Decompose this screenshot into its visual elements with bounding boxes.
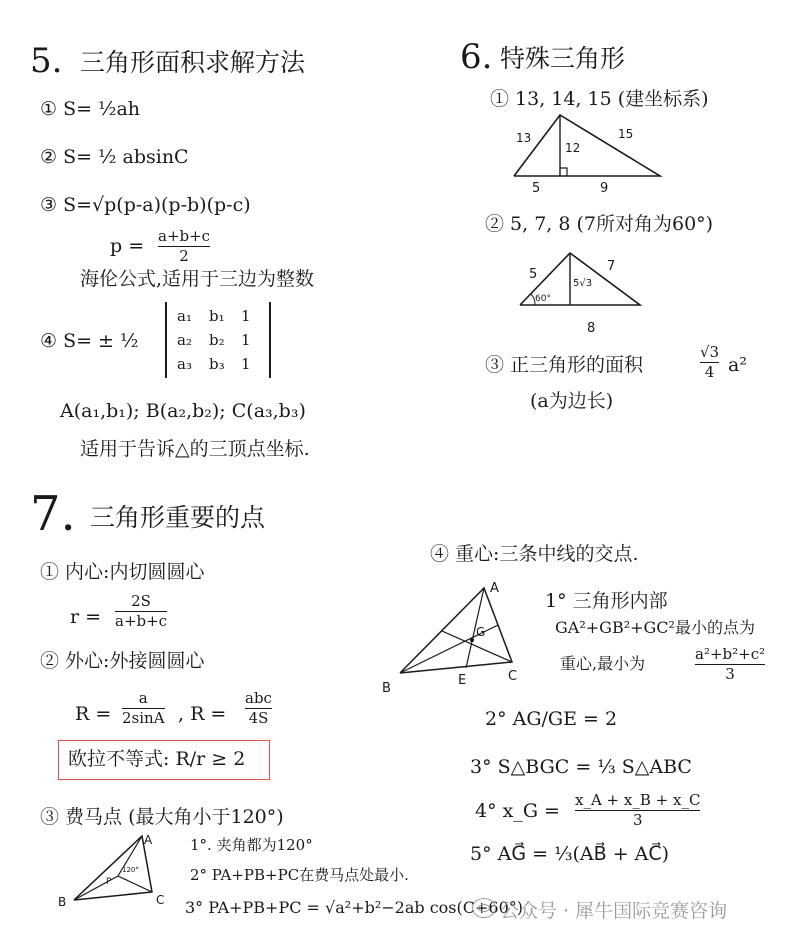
fermat-vertex-b: B (58, 895, 67, 909)
fermat-vertex-a: A (144, 833, 153, 847)
coordinate-note: 适用于告诉△的三顶点坐标. (80, 438, 310, 460)
s6-item-2: ② 5, 7, 8 (7所对角为60°) (485, 213, 714, 235)
fraction-numerator: x_A + x_B + x_C (575, 791, 701, 809)
inradius-fraction (115, 593, 167, 629)
triangle-13-14-15-figure (510, 112, 670, 202)
incenter-heading: ① 内心:内切圆圆心 (40, 561, 205, 583)
fig2-height: 5√3 (573, 278, 593, 289)
vertex-coordinates: A(a₁,b₁); B(a₂,b₂); C(a₃,b₃) (60, 400, 306, 422)
fraction-numerator: a (138, 689, 148, 707)
p-fraction (158, 228, 210, 264)
circumradius-label-2: , R = (178, 703, 227, 725)
centroid-property-1: 1° 三角形内部 (545, 590, 668, 612)
p-label: p = (110, 235, 145, 257)
fig1-right-side: 15 (618, 127, 634, 141)
fig1-left-side: 13 (516, 131, 532, 145)
centroid-property-4: 4° x_G = (475, 800, 560, 822)
fig1-base-left: 5 (532, 181, 541, 196)
fermat-vertex-c: C (156, 893, 165, 907)
fig2-left-side: 5 (529, 267, 538, 282)
centroid-property-2: 2° AG/GE = 2 (485, 708, 618, 730)
p-numerator: a+b+c (158, 227, 211, 245)
centroid-min-fraction (695, 646, 765, 682)
watermark: 公众号 · 犀牛国际竞赛咨询 (500, 900, 728, 922)
determinant (165, 302, 271, 378)
fraction-denominator: 4 (704, 362, 715, 381)
fermat-property-3: 3° PA+PB+PC = √a²+b²−2ab cos(C+60°) (185, 898, 523, 917)
centroid-heading: ④ 重心:三条中线的交点. (430, 543, 639, 565)
fermat-point-figure (56, 832, 176, 912)
fraction-numerator: abc (245, 689, 272, 707)
section6-number: 6. (460, 37, 493, 77)
det-row-2: a₂ b₂ 1 (177, 331, 251, 349)
circumradius-label: R = (75, 703, 112, 725)
circumradius-fraction-1 (122, 690, 165, 726)
centroid-figure (380, 578, 540, 698)
p-denominator: 2 (179, 246, 189, 265)
centroid-coordinate-fraction (575, 792, 700, 828)
s5-formula-3: ③ S=√p(p-a)(p-b)(p-c) (40, 194, 251, 216)
fermat-property-1: 1°. 夹角都为120° (190, 836, 313, 854)
fig2-right-side: 7 (607, 259, 616, 274)
fraction-numerator: √3 (700, 343, 720, 361)
centroid-property-1b: GA²+GB²+GC²最小的点为 (555, 618, 755, 637)
fraction-denominator: 3 (632, 810, 643, 829)
fraction-numerator: a²+b²+c² (695, 645, 766, 663)
section5-number: 5. (30, 41, 63, 81)
centroid-property-5: 5° AG⃗ = ⅓(AB⃗ + AC⃗) (470, 843, 670, 865)
s5-formula-2: ② S= ½ absinC (40, 146, 189, 168)
circumcenter-heading: ② 外心:外接圆圆心 (40, 650, 205, 672)
centroid-vertex-a: A (490, 581, 499, 596)
section7-number: 7. (30, 486, 76, 542)
equilateral-area-tail: a² (728, 354, 747, 376)
fraction-denominator: 3 (725, 664, 735, 683)
fraction-denominator: 2sinA (122, 708, 165, 727)
euler-inequality: 欧拉不等式: R/r ≥ 2 (68, 748, 246, 770)
s5-formula-4: ④ S= ± ½ (40, 330, 139, 352)
fig1-base-right: 9 (600, 181, 609, 196)
equilateral-area-fraction (700, 344, 719, 380)
fig2-angle: 60° (535, 294, 551, 304)
section6-title: 特殊三角形 (500, 44, 626, 73)
centroid-property-1c: 重心,最小为 (560, 654, 646, 673)
s6-item-1: ① 13, 14, 15 (建坐标系) (490, 88, 709, 110)
centroid-vertex-c: C (508, 669, 518, 684)
fermat-property-2: 2° PA+PB+PC在费马点处最小. (190, 866, 409, 884)
s6-item-3: ③ 正三角形的面积 (485, 354, 644, 376)
section5-title: 三角形面积求解方法 (80, 48, 306, 77)
inradius-label: r = (70, 606, 102, 628)
midpoint-e: E (458, 673, 467, 688)
fermat-point-p: P (106, 877, 112, 887)
centroid-vertex-b: B (382, 681, 391, 696)
circumradius-fraction-2 (245, 690, 272, 726)
equilateral-note: (a为边长) (530, 390, 614, 412)
fraction-denominator: a+b+c (115, 611, 168, 630)
centroid-property-3: 3° S△BGC = ⅓ S△ABC (470, 756, 692, 778)
fig2-base: 8 (587, 321, 596, 336)
section7-title: 三角形重要的点 (90, 503, 266, 532)
fraction-denominator: 4S (248, 708, 269, 727)
triangle-5-7-8-figure (515, 248, 645, 338)
heron-note: 海伦公式,适用于三边为整数 (80, 268, 315, 290)
fig1-height: 12 (565, 141, 581, 155)
centroid-point-g: G (476, 625, 486, 639)
det-row-1: a₁ b₁ 1 (177, 307, 251, 325)
fermat-point-heading: ③ 费马点 (最大角小于120°) (40, 806, 284, 828)
det-row-3: a₃ b₃ 1 (177, 355, 251, 373)
fermat-angle: 120° (122, 866, 139, 874)
fraction-numerator: 2S (131, 592, 151, 610)
wechat-icon (472, 898, 496, 918)
s5-formula-1: ① S= ½ah (40, 98, 141, 120)
